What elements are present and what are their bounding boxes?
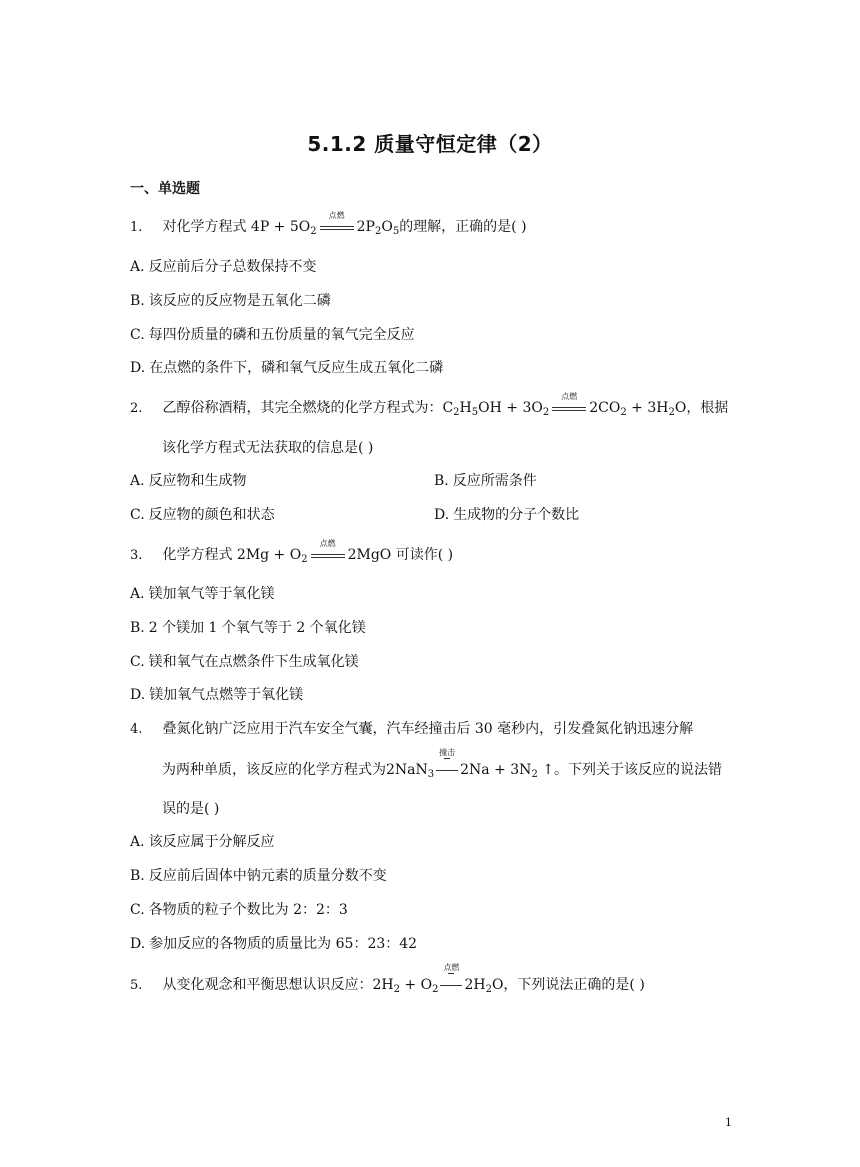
option-c: C. 每四份质量的磷和五份质量的氧气完全反应 xyxy=(130,327,415,343)
equation: 2NaN$_3$ 撞击 $2Na + 3N_2$ ↑ xyxy=(386,748,554,780)
question-number: 4. xyxy=(130,722,143,737)
question-number: 1. xyxy=(130,220,143,235)
option-a: A. 镁加氧气等于氧化镁 xyxy=(130,586,275,602)
option-d: D. 参加反应的各物质的质量比为 65：23：42 xyxy=(130,936,418,952)
question-text: 对化学方程式 xyxy=(162,219,247,235)
option-d: D. 镁加氧气点燃等于氧化镁 xyxy=(130,687,304,703)
option-b: B. 2 个镁加 1 个氧气等于 2 个氧化镁 xyxy=(130,620,366,636)
question-text: 为两种单质，该反应的化学方程式为 xyxy=(162,762,386,778)
question-3 xyxy=(130,539,454,566)
question-text-tail: ，根据 xyxy=(686,400,729,416)
option-a: A. 反应前后分子总数保持不变 xyxy=(130,259,317,275)
question-number: 3. xyxy=(130,548,143,563)
question-number: 5. xyxy=(130,978,143,993)
option-d: D. 生成物的分子个数比 xyxy=(434,507,580,523)
question-2 xyxy=(130,392,729,419)
reaction-condition: 点燃 xyxy=(320,219,354,233)
question-text-tail: 的理解，正确的是( ) xyxy=(399,219,527,235)
option-a: A. 反应物和生成物 xyxy=(130,473,247,489)
question-4 xyxy=(130,719,693,740)
equation: $4P + 5O_2$ 点燃 $2P_2O_5$ xyxy=(250,211,400,237)
option-a: A. 该反应属于分解反应 xyxy=(130,834,275,850)
question-text: 叠氮化钠广泛应用于汽车安全气囊，汽车经撞击后 30 毫秒内，引发叠氮化钠迅速分解 xyxy=(162,721,694,737)
question-text-tail: ，下列说法正确的是( ) xyxy=(503,977,645,993)
reaction-condition: 点燃 xyxy=(552,400,586,414)
question-text-tail: 可读作( ) xyxy=(395,547,454,563)
reaction-condition: 撞击 xyxy=(436,762,458,776)
reaction-condition: 点燃 xyxy=(311,547,345,561)
option-b: B. 反应所需条件 xyxy=(434,473,537,489)
question-5 xyxy=(130,963,645,996)
question-text-tail: 。下列关于该反应的说法错 xyxy=(554,762,722,778)
option-d: D. 在点燃的条件下，磷和氧气反应生成五氧化二磷 xyxy=(130,360,444,376)
page-title: 5.1.2 质量守恒定律（2） xyxy=(307,132,553,156)
question-4-line3: 误的是( ) xyxy=(162,801,220,817)
question-2-line2: 该化学方程式无法获取的信息是( ) xyxy=(162,440,374,456)
question-text: 乙醇俗称酒精，其完全燃烧的化学方程式为： xyxy=(162,400,443,416)
page-number: 1 xyxy=(725,1116,732,1129)
question-4-line2 xyxy=(162,748,722,780)
reaction-condition: 点燃 xyxy=(440,977,462,991)
question-number: 2. xyxy=(130,401,143,416)
equation: $2Mg + O_2$ 点燃 2MgO xyxy=(236,539,392,565)
equation: $C_2H_5OH + 3O_2$ 点燃 $2CO_2 + 3H_2O$ xyxy=(442,392,687,418)
option-b: B. 反应前后固体中钠元素的质量分数不变 xyxy=(130,868,387,884)
option-c: C. 镁和氧气在点燃条件下生成氧化镁 xyxy=(130,654,359,670)
option-b: B. 该反应的反应物是五氧化二磷 xyxy=(130,293,331,309)
question-text: 从变化观念和平衡思想认识反应： xyxy=(162,977,373,993)
equation: $2H_2 + O_2$ 点燃 $2H_2O$ xyxy=(372,963,504,995)
option-c: C. 反应物的颜色和状态 xyxy=(130,507,275,523)
option-c: C. 各物质的粒子个数比为 2：2：3 xyxy=(130,902,348,918)
question-1 xyxy=(130,211,527,238)
section-heading: 一、单选题 xyxy=(130,181,200,197)
question-text: 化学方程式 xyxy=(162,547,233,563)
